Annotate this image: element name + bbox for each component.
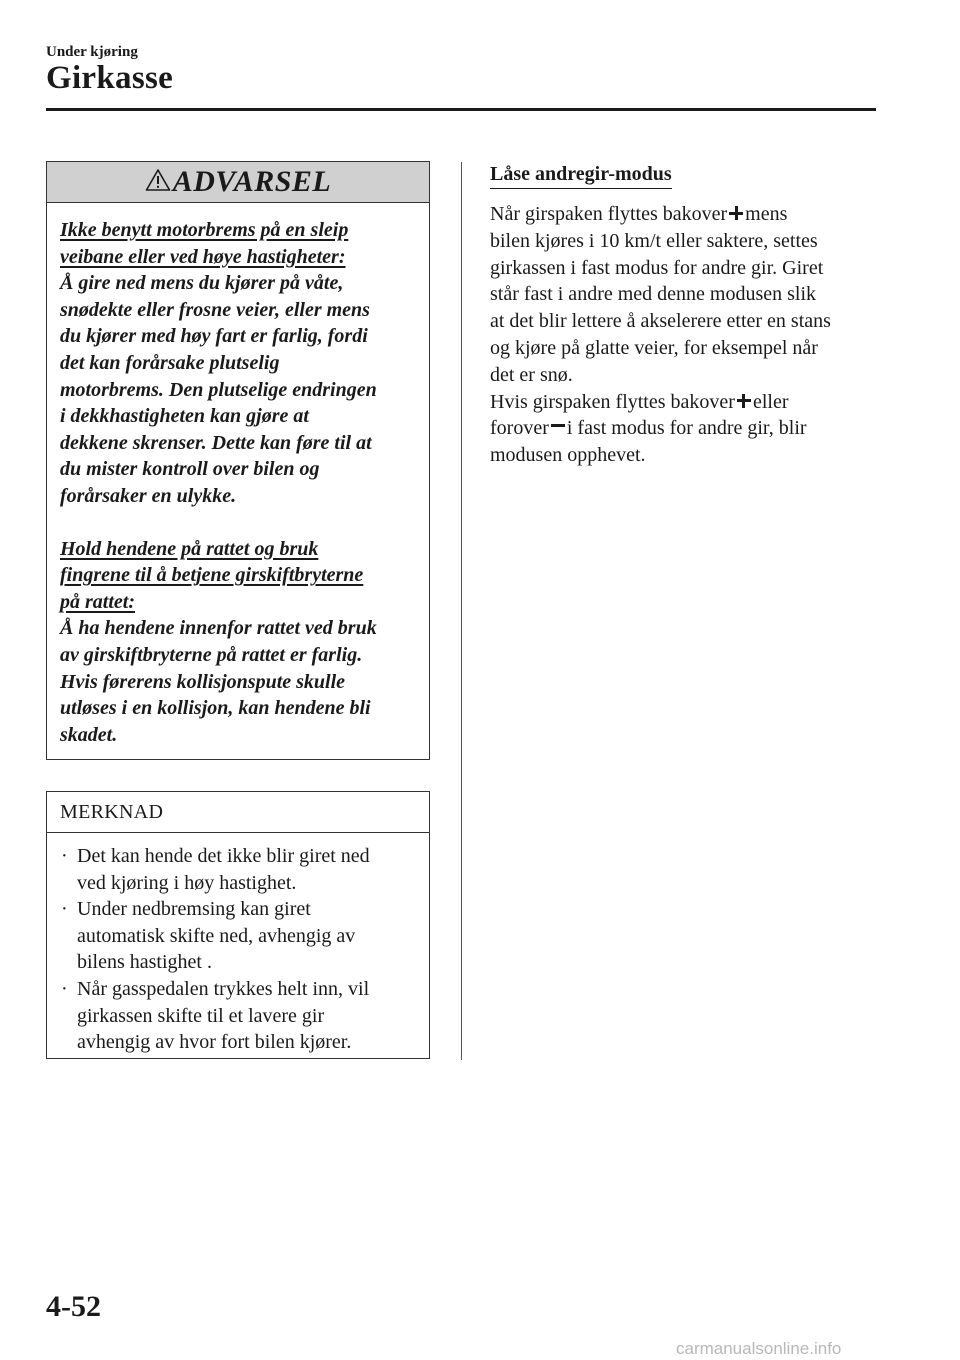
paragraph-mode-cancel: Hvis girspaken flyttes bakover eller forover i fast modus for andre gir, blir modusen opphevet. [490,390,807,467]
page-number: 4-52 [46,1290,101,1323]
warning-text-engine-brake: Å gire ned mens du kjører på våte, snødekte eller frosne veier, eller mens du kjører med høy fart er farlig, fordi det kan forårsake plutselig motorbrems. Den plutselige endringen i dekkhastigheten kan gjøre at dekkene skrenser. Dette kan føre til at du mister kontroll over bilen og forårsaker en ulykke. [60,272,377,507]
section-heading: Låse andregir-modus [490,160,672,189]
minus-icon [551,419,565,433]
note-title: MERKNAD [47,792,429,833]
warning-body [47,203,429,748]
plus-icon [729,206,743,220]
column-divider [461,162,462,1060]
warning-heading-hands: Hold hendene på rattet og bruk fingrene til å betjene girskiftbryterne på rattet: [60,537,364,613]
spacer [60,510,415,536]
plus-icon [737,394,751,408]
right-column [490,160,876,469]
warning-header [47,162,429,203]
note-box [46,791,430,1059]
warning-text-airbag: Å ha hendene innenfor rattet ved bruk av girskiftbryterne på rattet er farlig. Hvis førerens kollisjonspute skulle utløses i en kollisjon, kan hendene bli skadet. [60,617,377,746]
bullet-dot-icon: · [61,898,68,921]
warning-heading-slippery: Ikke benytt motorbrems på en sleip veibane eller ved høye hastigheter: [60,219,349,268]
list-item: · Når gasspedalen trykkes helt inn, vil girkassen skifte til et lavere gir avhengig av hvor fort bilen kjører. [61,977,370,1054]
page-title: Girkasse [46,60,174,96]
warning-triangle-icon [145,168,171,192]
section-label: Under kjøring [46,44,138,60]
paragraph-mode-description: Når girspaken flyttes bakover mens bilen kjøres i 10 km/t eller saktere, settes girkassen i fast modus for andre gir. Giret står fast i andre med denne modusen slik at det blir lettere å akselerere etter en stans og kjøre på glatte veier, for eksempel når det er snø. [490,203,831,386]
bullet-dot-icon: · [61,845,68,867]
header-divider [46,108,876,111]
warning-box [46,161,430,760]
watermark: carmanualsonline.info [676,1339,842,1358]
bullet-dot-icon: · [61,977,68,1000]
note-list [47,833,429,1056]
list-item: · Det kan hende det ikke blir giret ned ved kjøring i høy hastighet. [61,845,370,894]
list-item: · Under nedbremsing kan giret automatisk skifte ned, avhengig av bilens hastighet . [61,898,356,974]
warning-title: ADVARSEL [172,165,332,198]
